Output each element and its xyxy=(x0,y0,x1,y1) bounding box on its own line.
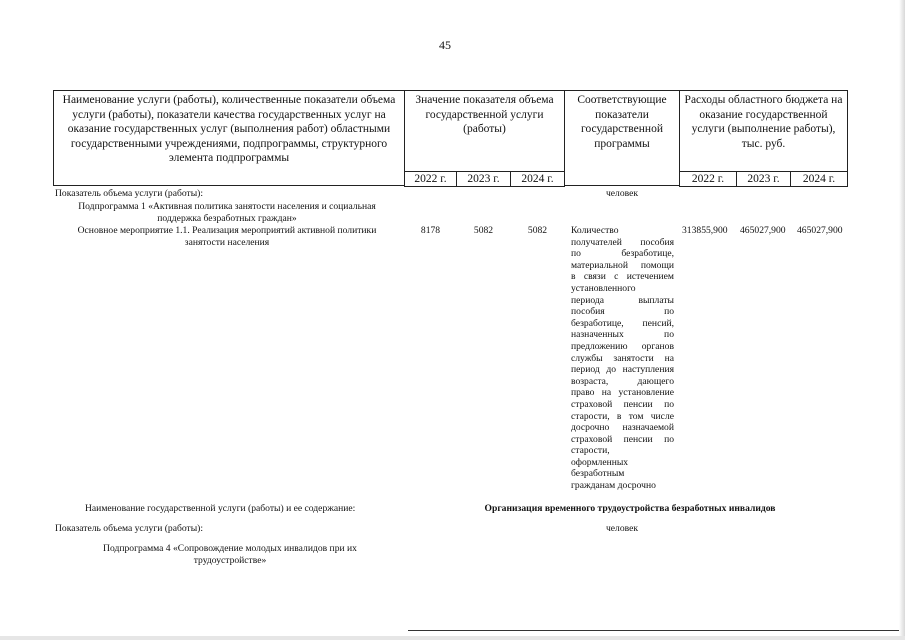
indicator-line: период до наступления xyxy=(571,364,674,376)
indicator-line: возраста, дающего xyxy=(571,375,674,387)
year-expenses-2024: 2024 г. xyxy=(790,171,848,187)
program-indicator-text xyxy=(571,225,674,492)
header-cell-indicators xyxy=(564,90,680,186)
expense-2022: 313855,900 xyxy=(682,225,728,236)
indicator-line: установленного xyxy=(571,282,636,294)
value-2024: 5082 xyxy=(527,225,548,236)
indicator-line: досрочно назначаемой xyxy=(571,422,674,434)
header-cell-value xyxy=(404,90,565,172)
indicator-label-2: Показатель объема услуги (работы): xyxy=(55,523,204,534)
indicator-line: периода выплаты xyxy=(571,294,674,306)
year-expenses-2022: 2022 г. xyxy=(679,171,737,187)
indicator-line: старости, xyxy=(571,445,610,457)
indicator-line: старости, в том числе xyxy=(571,410,674,422)
header-indicators-text: Соответствующие показатели государственной программы xyxy=(577,94,667,150)
indicator-line: право на установление xyxy=(571,387,674,399)
year-value-2022: 2022 г. xyxy=(404,171,457,187)
indicator-label-1: Показатель объема услуги (работы): xyxy=(55,188,204,199)
subprogram-4: Подпрограмма 4 «Сопровождение молодых инвалидов при их трудоустройстве» xyxy=(103,543,357,566)
indicator-line: безработным xyxy=(571,468,625,480)
unit-2: человек xyxy=(605,523,639,534)
indicator-line: гражданам досрочно xyxy=(571,480,656,492)
year-value-2023: 2023 г. xyxy=(456,171,511,187)
indicator-line: безработице, пенсий, xyxy=(571,317,674,329)
indicator-line: по безработице, xyxy=(571,248,674,260)
header-expenses-text: Расходы областного бюджета на оказание государственной услуги (выполнение работы), тыс. руб. xyxy=(684,94,843,150)
indicator-line: назначенных по xyxy=(571,329,674,341)
indicator-line: Количество xyxy=(571,225,619,236)
subprogram-1: Подпрограмма 1 «Активная политика занятости населения и социальная поддержка безработных граждан» xyxy=(78,201,376,224)
indicator-line: предложению органов xyxy=(571,340,674,352)
year-value-2024: 2024 г. xyxy=(510,171,565,187)
indicator-line: оформленных xyxy=(571,456,629,468)
measure-1-1: Основное мероприятие 1.1. Реализация мероприятий активной политики занятости населения xyxy=(77,225,377,248)
value-2023: 5082 xyxy=(473,225,494,236)
scan-artifact-bottom xyxy=(0,636,905,640)
scan-artifact-line xyxy=(408,630,905,631)
indicator-line: страховой пенсии по xyxy=(571,398,674,410)
indicator-line: пособия по xyxy=(571,306,674,318)
header-cell-expenses xyxy=(679,90,848,172)
service-label-2: Наименование государственной услуги (работы) и ее содержание: xyxy=(85,503,356,514)
header-cell-name xyxy=(53,90,405,186)
value-2022: 8178 xyxy=(420,225,441,236)
header-value-text: Значение показателя объема государственной услуги (работы) xyxy=(415,94,554,135)
page-number: 45 xyxy=(439,38,451,52)
year-expenses-2023: 2023 г. xyxy=(736,171,791,187)
header-name-text: Наименование услуги (работы), количественные показатели объема услуги (работы), показатели качества государственных услуг на оказание государственных услуг (выполнения работ) областными государственными учреждениями, подпрограммы, структурного элемента подпрограммы xyxy=(62,94,396,164)
indicator-line: службы занятости на xyxy=(571,352,674,364)
indicator-line: страховой пенсии по xyxy=(571,433,674,445)
indicator-line: в связи с истечением xyxy=(571,271,674,283)
service-name-2: Организация временного трудоустройства безработных инвалидов xyxy=(484,503,776,514)
expense-2024: 465027,900 xyxy=(797,225,843,236)
indicator-line: получателей пособия xyxy=(571,236,674,248)
unit-1: человек xyxy=(605,188,639,199)
expense-2023: 465027,900 xyxy=(740,225,786,236)
indicator-line: материальной помощи xyxy=(571,259,674,271)
scan-artifact-edge xyxy=(899,0,905,640)
